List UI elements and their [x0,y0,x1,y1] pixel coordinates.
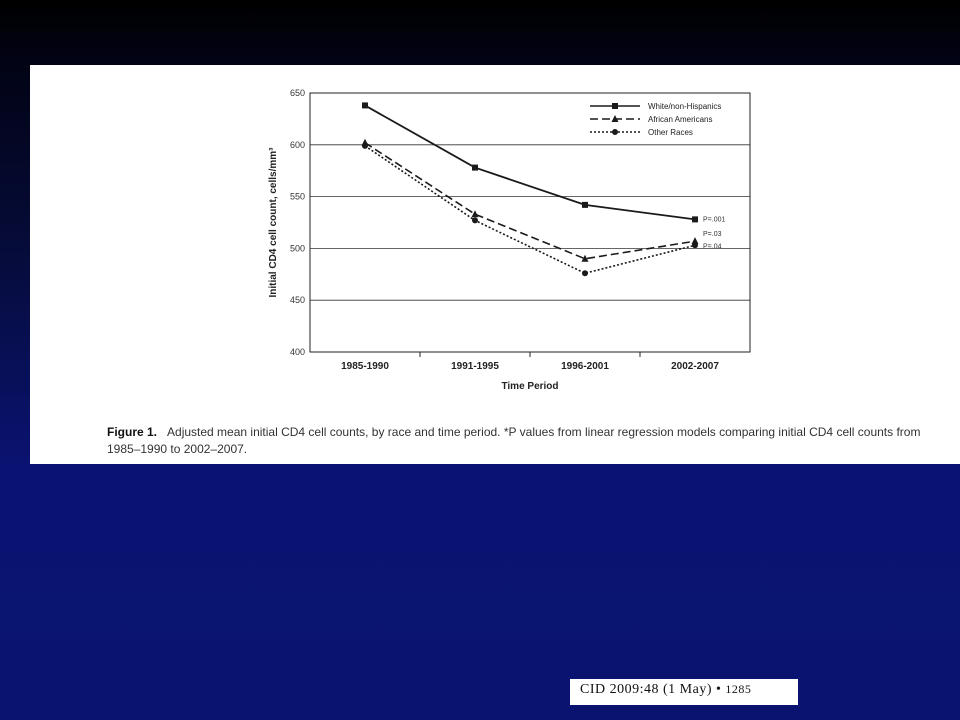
x-tick-labels [341,352,719,372]
x-axis-title: Time Period [501,381,559,392]
y-tick-400: 400 [289,347,305,357]
p-value-labels [703,216,725,250]
point-white-non-hispanics-0 [362,102,368,108]
point-white-non-hispanics-1 [472,165,478,171]
point-white-non-hispanics-2 [582,202,588,208]
y-tick-500: 500 [289,243,305,254]
caption-label: Figure 1. [107,425,158,439]
series-line-other-races [365,146,695,273]
y-tick-450: 450 [289,295,305,306]
legend-marker-white-non-hispanics [612,103,618,109]
x-tick-1996-2001: 1996-2001 [561,361,609,372]
series-line-african-americans [365,143,695,259]
legend-item-african-americans [590,115,712,124]
y-tick-650: 650 [289,88,305,98]
point-other-races-1 [472,217,478,223]
legend-item-white-non-hispanics [590,102,721,111]
citation-page: 1285 [725,682,752,696]
x-tick-1991-1995: 1991-1995 [451,361,499,372]
series-line-white-non-hispanics [365,105,695,219]
series-african-americans [362,139,699,262]
x-tick-2002-2007: 2002-2007 [671,361,719,372]
legend-label-white-non-hispanics: White/non-Hispanics [648,102,722,111]
point-other-races-3 [692,242,698,248]
figure-caption [107,424,947,458]
legend-item-other-races [590,128,693,137]
legend-label-other-races: Other Races [648,128,693,137]
y-axis-title: Initial CD4 cell count, cells/mm³ [268,147,279,298]
p-label-white-non-hispanics: P=.001 [703,216,726,224]
citation-box [570,679,798,705]
p-label-other-races: P=.04 [703,243,722,251]
p-label-african-americans: P=.03 [703,231,722,239]
y-tick-550: 550 [289,191,305,202]
figure-panel [30,65,960,464]
y-tick-labels [290,88,305,357]
y-tick-600: 600 [289,139,305,150]
caption-text: Adjusted mean initial CD4 cell counts, by race and time period. *P values from linear regression models comparing initial CD4 cell counts from 1985–1990 to 2002–2007. [107,425,921,456]
x-tick-1985-1990: 1985-1990 [341,361,389,372]
point-white-non-hispanics-3 [692,216,698,222]
series-other-races [362,143,698,276]
legend-label-african-americans: African Americans [648,115,713,124]
line-chart [30,65,960,420]
point-african-americans-1 [472,210,479,217]
point-other-races-0 [362,143,368,149]
legend [590,102,721,137]
citation-text: CID 2009:48 (1 May) • [580,682,722,697]
point-other-races-2 [582,270,588,276]
legend-marker-other-races [612,129,618,135]
